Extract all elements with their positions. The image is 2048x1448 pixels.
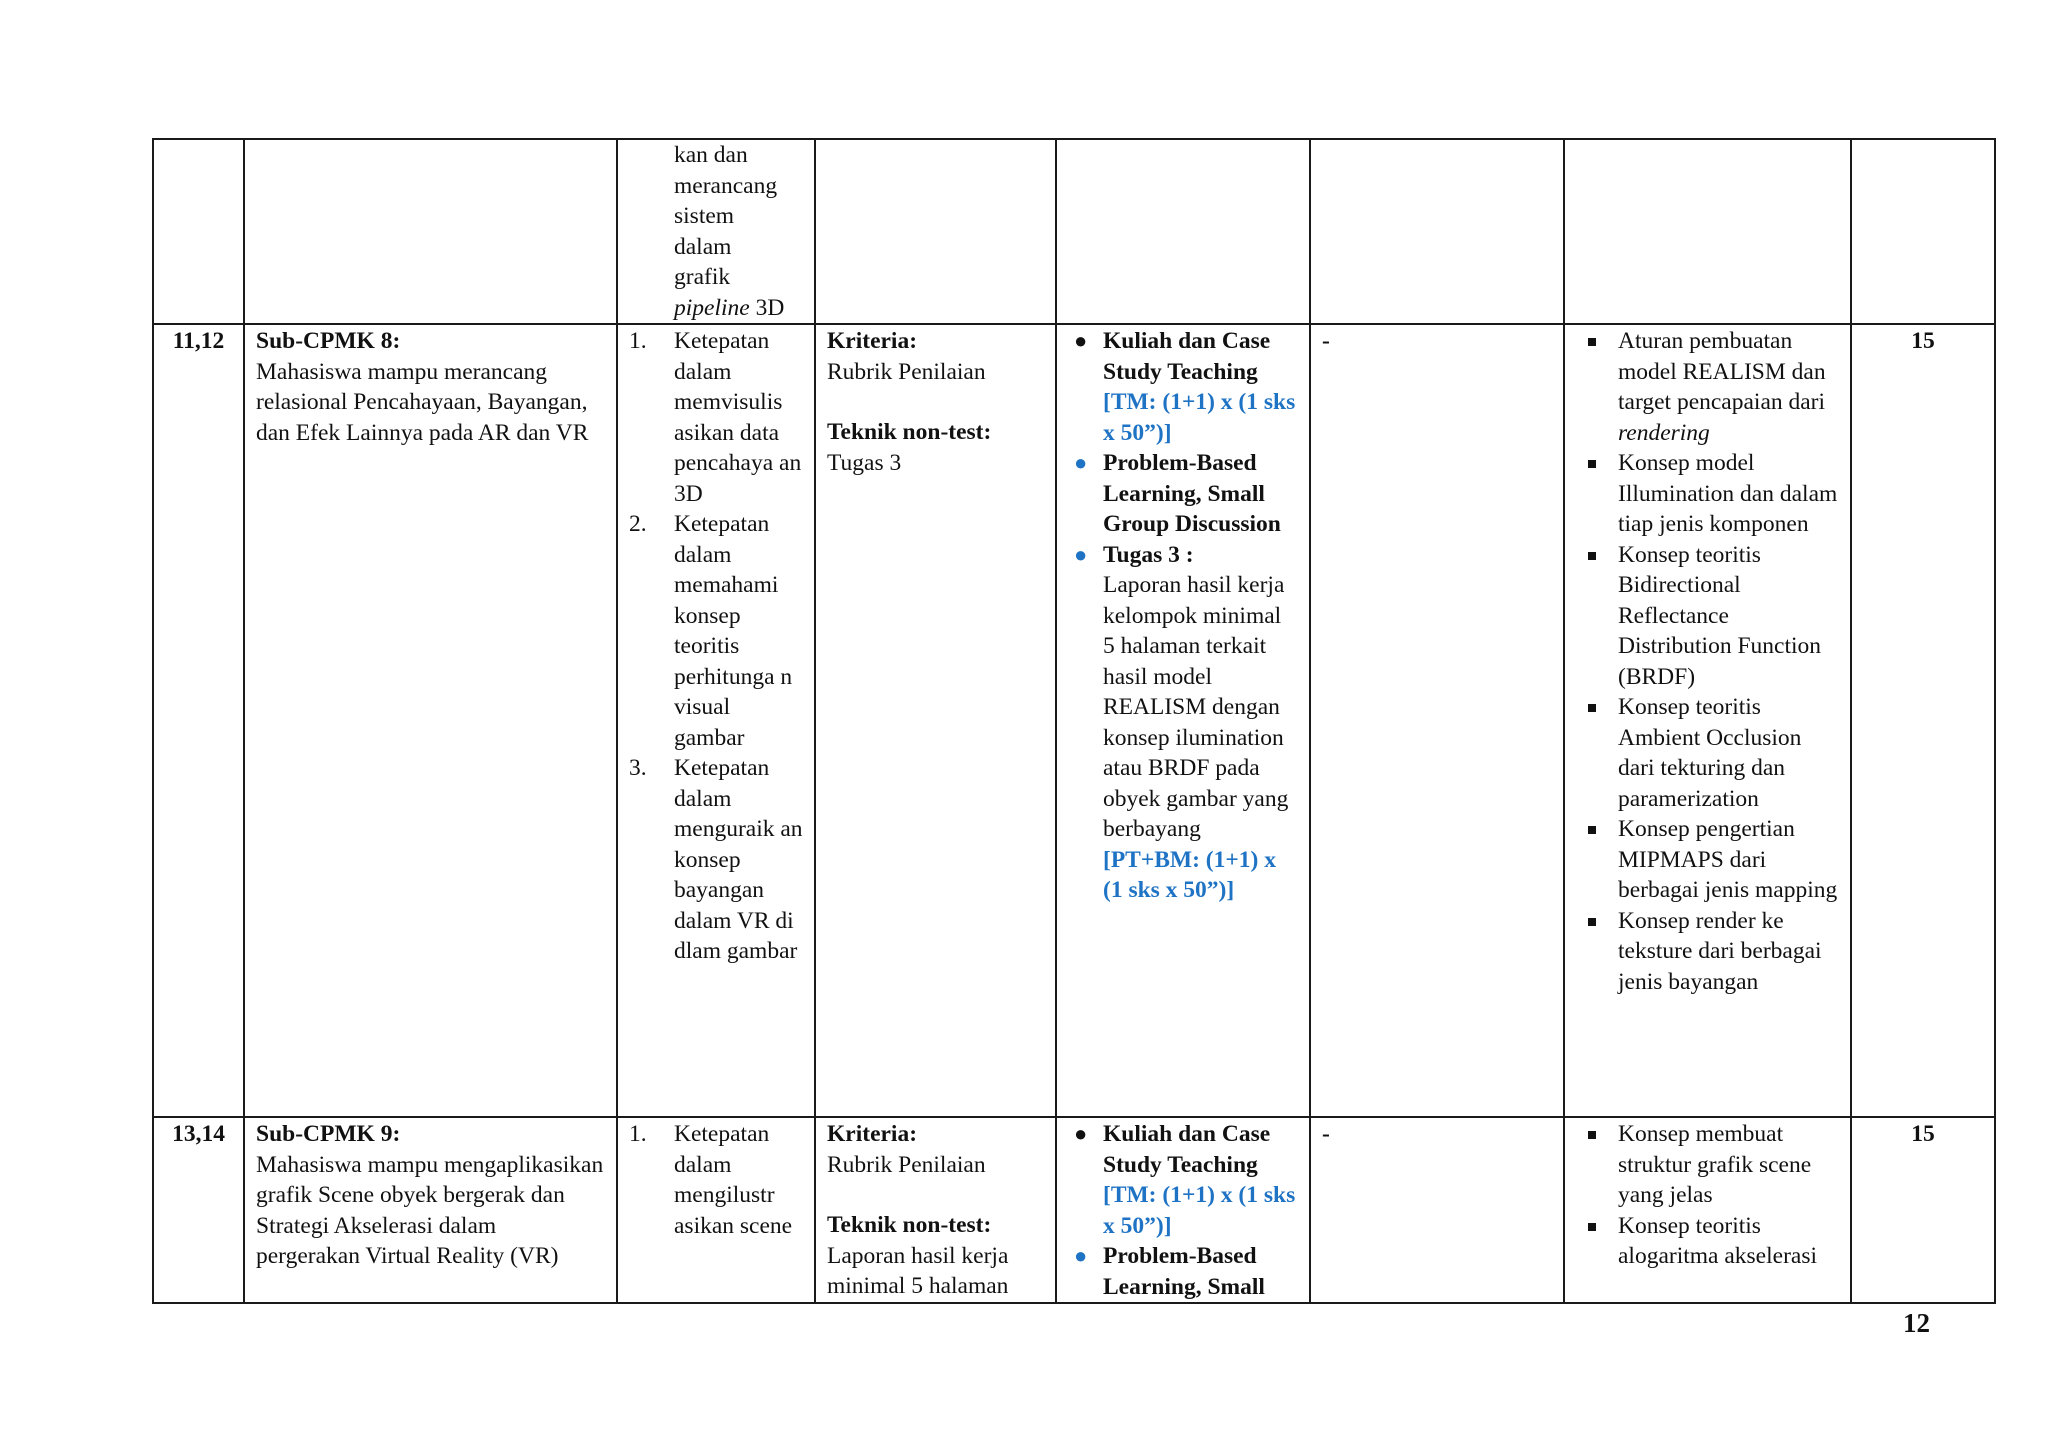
weight-cell <box>1851 139 1995 324</box>
criteria-cell <box>815 139 1056 324</box>
subcpmk-cell <box>244 1117 617 1303</box>
table-row-continuation <box>153 139 1995 324</box>
technique-label: Teknik non-test: <box>827 419 992 445</box>
learning-cell <box>1056 139 1310 324</box>
list-item: 3. Ketepatan dalam menguraik an konsep bayangan dalam VR di dlam gambar <box>629 755 803 964</box>
indicator-cell <box>617 139 815 324</box>
criteria-label: Kriteria: <box>827 1121 918 1147</box>
list-item: ● Problem-Based Learning, Small Group Discussion <box>1074 450 1281 537</box>
square-bullet-icon <box>1588 704 1596 712</box>
square-bullet-icon <box>1588 826 1596 834</box>
list-item: ● Kuliah dan Case Study Teaching [TM: (1+1) x (1 sks x 50”)] <box>1074 1121 1296 1239</box>
subcpmk-cell <box>244 139 617 324</box>
materials-list <box>1576 1119 1839 1272</box>
criteria-label: Kriteria: <box>827 328 918 354</box>
bullet-icon: ● <box>1074 541 1088 567</box>
subcpmk-title: Sub-CPMK 8: <box>256 328 401 354</box>
list-item: ● Problem-Based Learning, Small <box>1074 1243 1265 1300</box>
weight-cell: 15 <box>1851 324 1995 1117</box>
materials-cell <box>1564 1117 1851 1303</box>
learning-cell <box>1056 324 1310 1117</box>
list-item: 1. Ketepatan dalam memvisulis asikan data pencahaya an 3D <box>629 328 802 507</box>
subcpmk-title: Sub-CPMK 9: <box>256 1121 401 1147</box>
square-bullet-icon <box>1588 1223 1596 1231</box>
week-cell <box>153 139 244 324</box>
subcpmk-cell <box>244 324 617 1117</box>
learning-cell <box>1056 1117 1310 1303</box>
indicator-cell <box>617 324 815 1117</box>
online-cell: - <box>1310 1117 1564 1303</box>
square-bullet-icon <box>1588 918 1596 926</box>
bullet-icon: ● <box>1074 328 1088 353</box>
subcpmk-text: Mahasiswa mampu mengaplikasikan grafik Scene obyek bergerak dan Strategi Akselerasi dalam pergerakan Virtual Reality (VR) <box>256 1151 604 1269</box>
technique-value: Tugas 3 <box>827 449 902 476</box>
square-bullet-icon <box>1588 338 1596 346</box>
criteria-cell <box>815 324 1056 1117</box>
list-item: Konsep teoritis Ambient Occlusion dari tekturing dan paramerization <box>1576 692 1839 814</box>
indicator-list <box>629 1119 803 1241</box>
page-number: 12 <box>1903 1308 1930 1338</box>
online-cell: - <box>1310 324 1564 1117</box>
list-item: ● Tugas 3 : Laporan hasil kerja kelompok minimal 5 halaman terkait hasil model REALISM dengan konsep ilumination atau BRDF pada obyek gambar yang berbayang [PT+BM: (1+1) x (1 sks x 50”)] <box>1074 541 1289 903</box>
bullet-icon: ● <box>1074 1243 1088 1268</box>
list-item: 2. Ketepatan dalam memahami konsep teoritis perhitunga n visual gambar <box>629 511 793 751</box>
list-item: Konsep teoritis alogaritma akselerasi <box>1576 1211 1839 1272</box>
square-bullet-icon <box>1588 552 1596 560</box>
learning-list <box>1068 326 1298 906</box>
list-item: 1. Ketepatan dalam mengilustr asikan scene <box>629 1121 793 1239</box>
criteria-value: Rubrik Penilaian <box>827 1151 986 1178</box>
list-item: Konsep teoritis Bidirectional Reflectance Distribution Function (BRDF) <box>1576 540 1839 693</box>
indicator-continuation: kan dan merancang sistem dalam grafik pipeline 3D <box>674 142 785 321</box>
table-row-week-13-14 <box>153 1117 1995 1303</box>
weight-cell: 15 <box>1851 1117 1995 1303</box>
rps-table <box>152 138 1996 1304</box>
bullet-icon: ● <box>1074 1121 1088 1146</box>
indicator-list <box>629 326 803 967</box>
week-cell: 13,14 <box>153 1117 244 1303</box>
online-cell <box>1310 139 1564 324</box>
criteria-value: Rubrik Penilaian <box>827 358 986 385</box>
learning-list <box>1068 1119 1298 1302</box>
square-bullet-icon <box>1588 460 1596 468</box>
technique-value: Laporan hasil kerja minimal 5 halaman <box>827 1242 1009 1299</box>
subcpmk-text: Mahasiswa mampu merancang relasional Pencahayaan, Bayangan, dan Efek Lainnya pada AR dan VR <box>256 358 589 446</box>
criteria-cell <box>815 1117 1056 1303</box>
list-item: Konsep model Illumination dan dalam tiap jenis komponen <box>1576 448 1839 540</box>
technique-label: Teknik non-test: <box>827 1212 992 1238</box>
materials-cell <box>1564 324 1851 1117</box>
list-item: Konsep render ke teksture dari berbagai jenis bayangan <box>1576 906 1839 998</box>
materials-list <box>1576 326 1839 997</box>
indicator-cell <box>617 1117 815 1303</box>
materials-cell <box>1564 139 1851 324</box>
week-cell: 11,12 <box>153 324 244 1117</box>
square-bullet-icon <box>1588 1131 1596 1139</box>
table-row-week-11-12 <box>153 324 1995 1117</box>
bullet-icon: ● <box>1074 450 1088 475</box>
list-item: ● Kuliah dan Case Study Teaching [TM: (1+1) x (1 sks x 50”)] <box>1074 328 1296 446</box>
list-item: Konsep pengertian MIPMAPS dari berbagai jenis mapping <box>1576 814 1839 906</box>
list-item: Konsep membuat struktur grafik scene yang jelas <box>1576 1119 1839 1211</box>
list-item: Aturan pembuatan model REALISM dan target pencapaian dari rendering <box>1576 326 1839 448</box>
